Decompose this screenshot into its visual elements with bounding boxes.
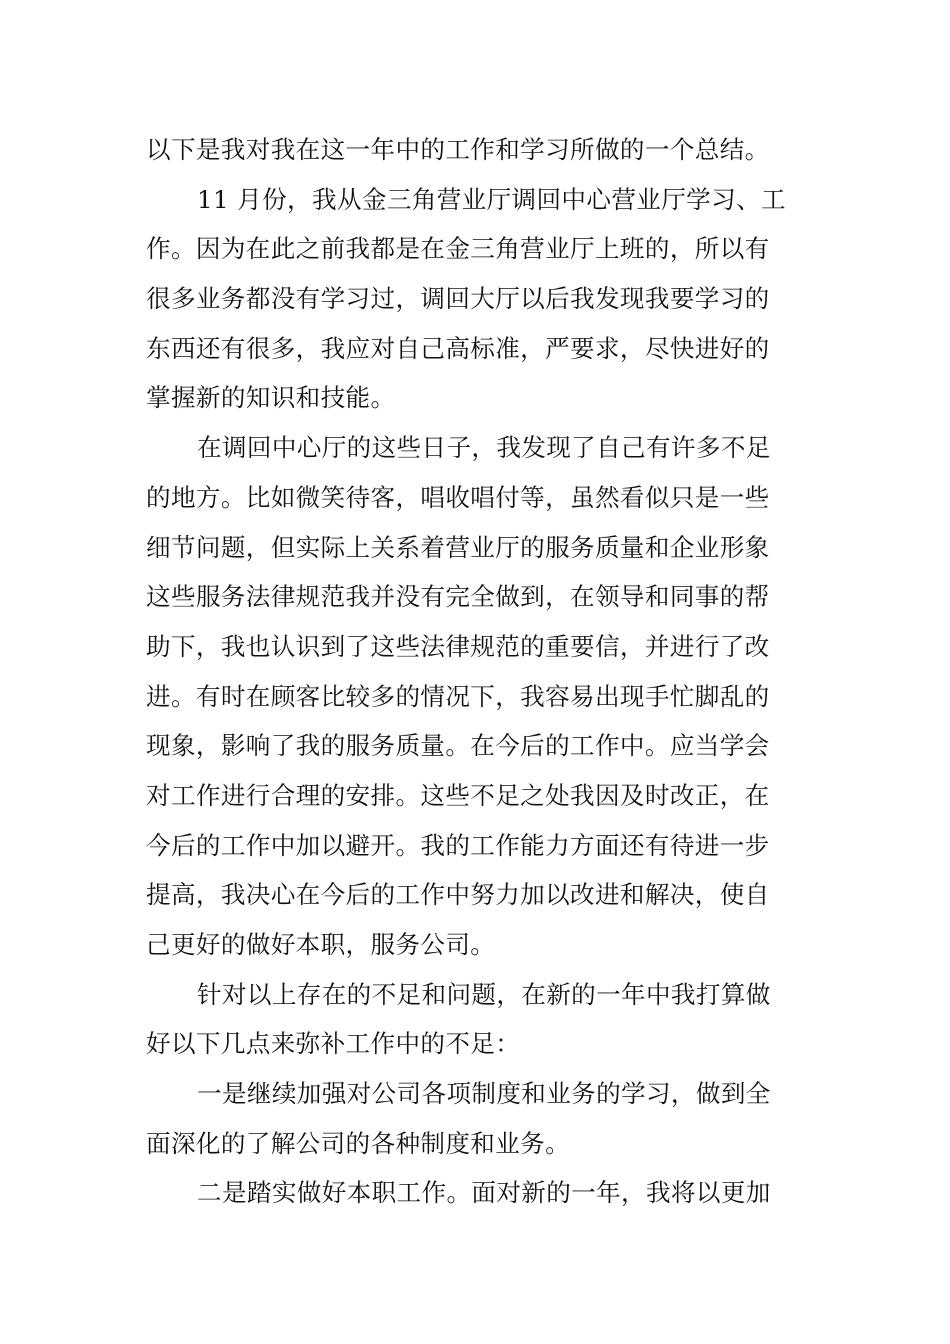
text-line: 现象，影响了我的服务质量。在今后的工作中。应当学会 <box>146 731 770 761</box>
text-line: 掌握新的知识和技能。 <box>146 383 396 413</box>
text-line: 作。因为在此之前我都是在金三角营业厅上班的，所以有 <box>146 234 770 264</box>
text-line: 好以下几点来弥补工作中的不足： <box>146 1029 521 1059</box>
text-line: 很多业务都没有学习过，调回大厅以后我发现我要学习的 <box>146 284 770 314</box>
text-line: 11 月份，我从金三角营业厅调回中心营业厅学习、工 <box>197 184 786 214</box>
document-page <box>146 125 806 1218</box>
text-line: 二是踏实做好本职工作。面对新的一年，我将以更加 <box>197 1178 771 1208</box>
text-line: 的地方。比如微笑待客，唱收唱付等，虽然看似只是一些 <box>146 482 770 512</box>
text-line: 一是继续加强对公司各项制度和业务的学习，做到全 <box>197 1079 771 1109</box>
text-line: 这些服务法律规范我并没有完全做到，在领导和同事的帮 <box>146 582 770 612</box>
text-line: 面深化的了解公司的各种制度和业务。 <box>146 1128 571 1158</box>
text-line: 助下，我也认识到了这些法律规范的重要信，并进行了改 <box>146 631 770 661</box>
text-line: 提高，我决心在今后的工作中努力加以改进和解决，使自 <box>146 880 770 910</box>
text-line: 进。有时在顾客比较多的情况下，我容易出现手忙脚乱的 <box>146 681 770 711</box>
text-line: 以下是我对我在这一年中的工作和学习所做的一个总结。 <box>146 135 770 164</box>
text-line: 己更好的做好本职，服务公司。 <box>146 930 496 959</box>
text-line: 在调回中心厅的这些日子，我发现了自己有许多不足 <box>197 433 771 463</box>
text-line: 细节问题，但实际上关系着营业厅的服务质量和企业形象 <box>146 532 770 562</box>
text-line: 今后的工作中加以避开。我的工作能力方面还有待进一步 <box>146 830 770 860</box>
text-line: 东西还有很多，我应对自己高标准，严要求，尽快进好的 <box>146 333 770 363</box>
text-line: 针对以上存在的不足和问题，在新的一年中我打算做 <box>197 979 771 1009</box>
text-line: 对工作进行合理的安排。这些不足之处我因及时改正，在 <box>146 780 770 810</box>
